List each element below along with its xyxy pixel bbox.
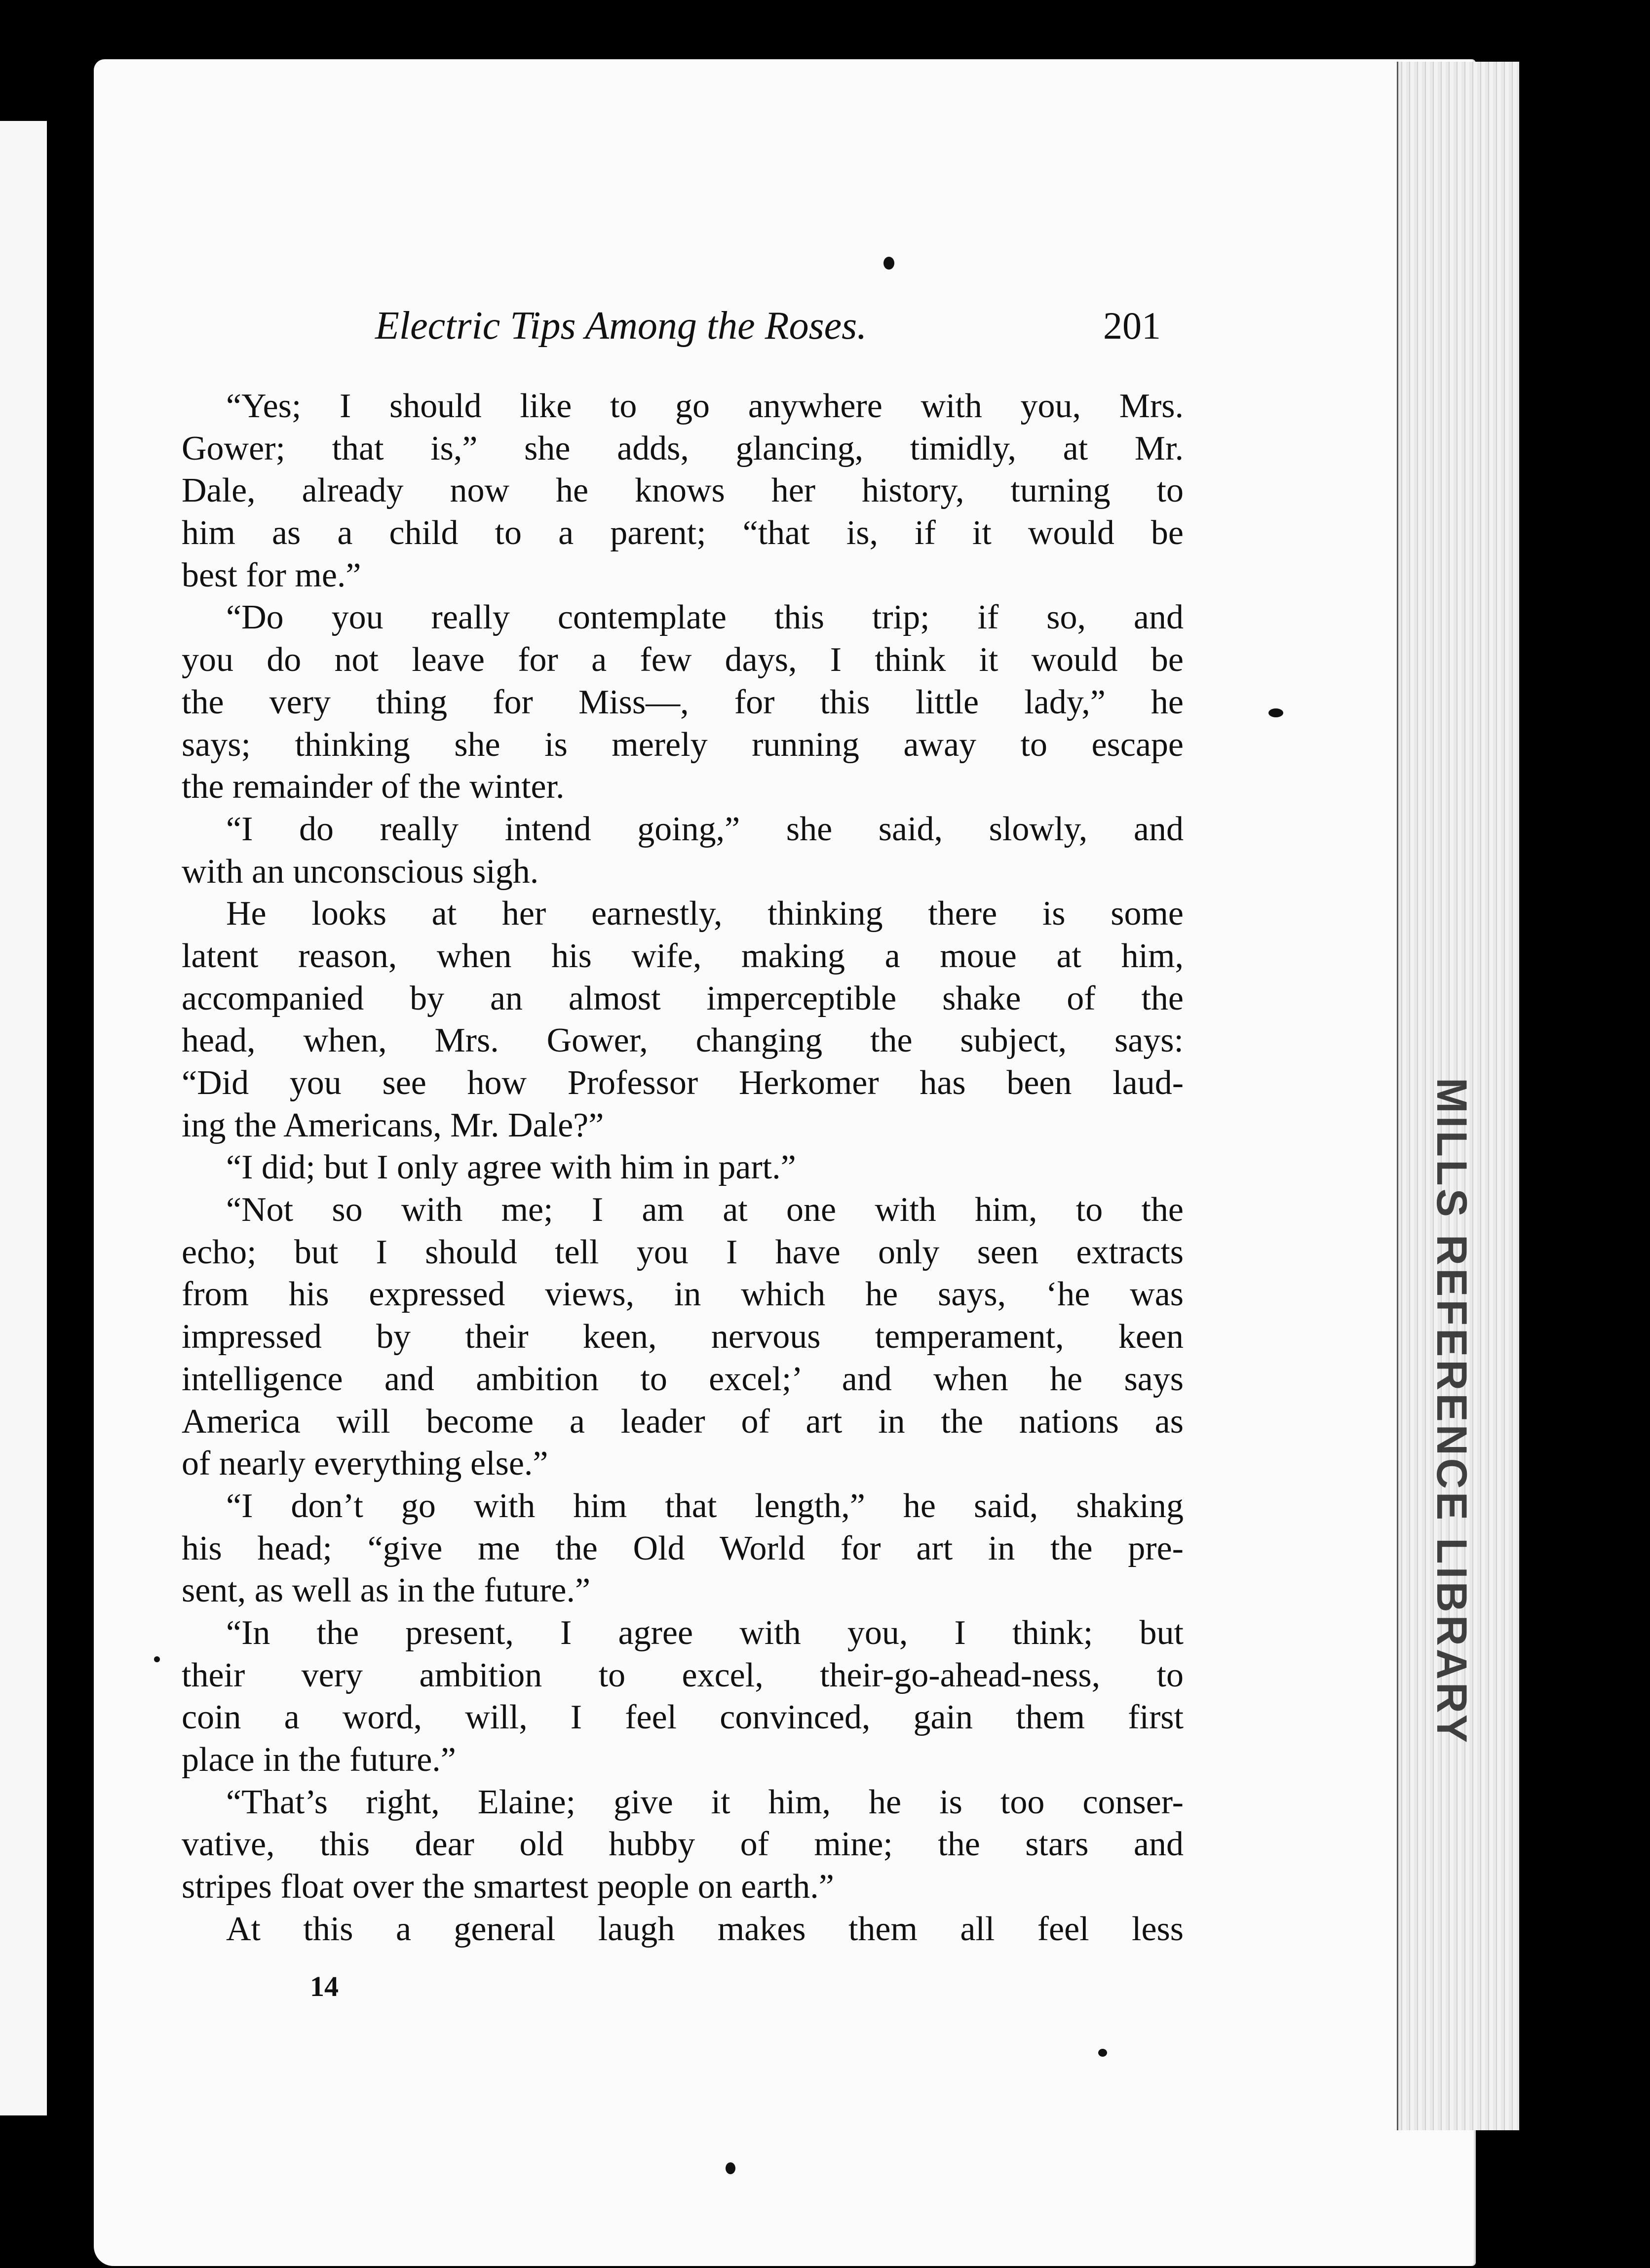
text-line: “I don’t go with him that length,” he said, shaking bbox=[226, 1486, 1184, 1525]
scan-speck bbox=[883, 257, 894, 270]
text-line: of nearly everything else.” bbox=[182, 1445, 548, 1483]
scan-speck bbox=[1268, 708, 1283, 717]
text-line: head, when, Mrs. Gower, changing the subject, says: bbox=[182, 1021, 1184, 1060]
text-line: Gower; that is,” she adds, glancing, timidly, at Mr. bbox=[182, 429, 1184, 468]
text-line: his head; “give me the Old World for art in the pre- bbox=[182, 1529, 1184, 1567]
text-line: “Did you see how Professor Herkomer has been laud- bbox=[182, 1064, 1184, 1102]
scan-speck bbox=[154, 1656, 160, 1662]
text-line: He looks at her earnestly, thinking there is some bbox=[226, 895, 1184, 933]
text-line: vative, this dear old hubby of mine; the stars and bbox=[182, 1825, 1184, 1864]
text-line: coin a word, will, I feel convinced, gain them first bbox=[182, 1698, 1184, 1737]
text-line: latent reason, when his wife, making a moue at him, bbox=[182, 937, 1184, 975]
text-line: says; thinking she is merely running away to escape bbox=[182, 725, 1184, 764]
text-line: America will become a leader of art in the nations as bbox=[182, 1402, 1184, 1441]
text-line: “I do really intend going,” she said, slowly, and bbox=[226, 810, 1184, 848]
text-line: you do not leave for a few days, I think it would be bbox=[182, 641, 1184, 679]
scan-speck bbox=[726, 2162, 735, 2174]
signature-mark: 14 bbox=[310, 1970, 339, 2002]
text-line: echo; but I should tell you I have only seen extracts bbox=[182, 1233, 1184, 1271]
text-line: Dale, already now he knows her history, turning to bbox=[182, 471, 1184, 510]
text-line: “I did; but I only agree with him in part.” bbox=[226, 1148, 796, 1187]
text-line: At this a general laugh makes them all feel less bbox=[226, 1910, 1184, 1948]
running-head: Electric Tips Among the Roses. bbox=[375, 304, 867, 348]
text-line: “In the present, I agree with you, I think; but bbox=[226, 1613, 1184, 1652]
text-line: “Do you really contemplate this trip; if so, and bbox=[226, 598, 1184, 637]
text-line: “Not so with me; I am at one with him, to the bbox=[226, 1191, 1184, 1229]
text-line: ing the Americans, Mr. Dale?” bbox=[182, 1106, 604, 1144]
text-line: the remainder of the winter. bbox=[182, 768, 565, 806]
text-line: him as a child to a parent; “that is, if it would be bbox=[182, 514, 1184, 552]
adjacent-page-edge bbox=[0, 121, 47, 2115]
text-line: their very ambition to excel, their-go-ahead-ness, to bbox=[182, 1656, 1184, 1694]
page-number: 201 bbox=[1103, 304, 1161, 347]
text-line: sent, as well as in the future.” bbox=[182, 1571, 591, 1610]
text-line: best for me.” bbox=[182, 556, 361, 594]
text-line: the very thing for Miss—, for this little lady,” he bbox=[182, 683, 1184, 721]
text-line: “That’s right, Elaine; give it him, he is too conser- bbox=[226, 1783, 1184, 1821]
text-line: with an unconscious sigh. bbox=[182, 852, 539, 891]
text-line: place in the future.” bbox=[182, 1741, 456, 1779]
text-line: accompanied by an almost imperceptible shake of the bbox=[182, 979, 1184, 1017]
text-line: impressed by their keen, nervous temperament, keen bbox=[182, 1318, 1184, 1356]
text-line: intelligence and ambition to excel;’ and when he says bbox=[182, 1360, 1184, 1398]
text-line: “Yes; I should like to go anywhere with you, Mrs. bbox=[226, 387, 1184, 425]
scan-speck bbox=[1098, 2049, 1107, 2057]
body-text bbox=[182, 385, 1184, 1975]
text-line: stripes float over the smartest people on earth.” bbox=[182, 1868, 834, 1906]
library-stamp: MILLS REFERENCE LIBRARY bbox=[1428, 1078, 1475, 1746]
text-line: from his expressed views, in which he says, ‘he was bbox=[182, 1275, 1184, 1314]
